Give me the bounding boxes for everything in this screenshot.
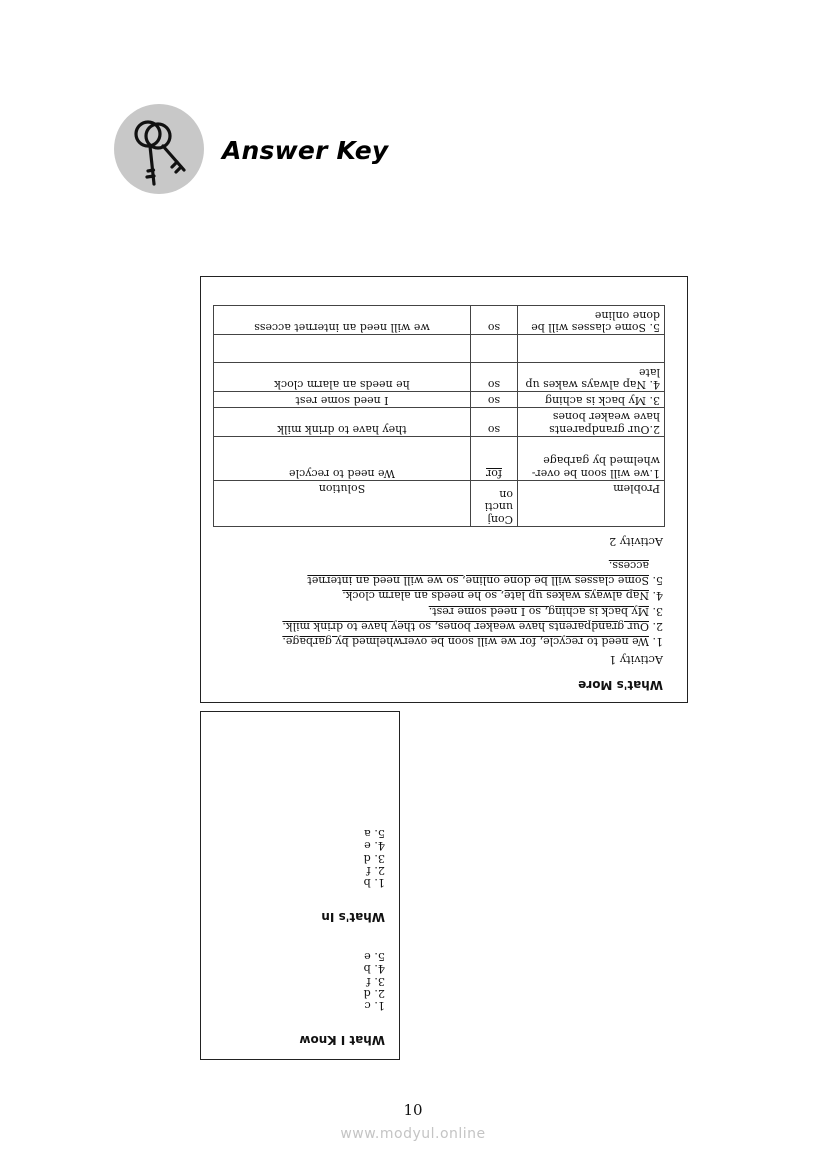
what-i-know-heading: What I Know [299,1033,385,1047]
table-row [214,306,665,335]
activity2-label: Activity 2 [609,534,663,548]
list-item-continuation: access. [608,558,649,572]
list-item: 2. f [366,863,385,877]
cell-conjunction: so [471,306,518,335]
cell-solution: We need to recycle [214,436,471,480]
activity1-list [223,558,663,649]
list-item: 2. d [363,986,385,1000]
list-item: 4. e [364,839,385,853]
cell-solution [214,335,471,363]
cell-problem: 5. Some classes will be done online [518,306,665,335]
list-item: 5. e [364,950,385,964]
cell-problem: 3. My back is aching [518,392,665,408]
list-item: 1. c [364,999,385,1012]
list-item: 3. My back is aching, so I need some rest. [428,604,663,618]
whats-in-heading: What's In [321,909,385,924]
header-conjunction: Conj uncti on [471,480,518,526]
list-item: 4. Nap always wakes up late, so he needs an alarm clock. [342,589,663,603]
activity2-table [213,305,665,527]
answer-key-logo [114,104,204,194]
cell-solution: they have to drink milk [214,407,471,436]
page-number: 10 [403,1101,423,1119]
whats-in-answers [215,827,385,888]
table-row-empty [214,335,665,363]
cell-problem: 1.we will soon be over-whelmed by garbage [518,436,665,480]
what-i-know-box [200,711,400,1060]
whats-more-heading: What's More [578,678,663,692]
cell-problem: 2.Our grandparents have weaker bones [518,407,665,436]
header-problem: Problem [518,480,665,526]
cell-solution: he needs an alarm clock [214,363,471,392]
list-item: 1. b [363,875,385,889]
list-item: 1. We need to recycle, for we will soon be overwhelmed by garbage. [282,635,663,648]
list-item: 3. d [363,851,385,865]
page-title: Answer Key [222,136,389,165]
cell-problem: 4. Nap always wakes up late [518,363,665,392]
header-solution: Solution [214,480,471,526]
table-row [214,407,665,436]
table-row [214,392,665,408]
activity1-label: Activity 1 [609,653,663,666]
cell-problem [518,335,665,363]
table-row [214,436,665,480]
cell-conjunction: for [486,466,502,480]
list-item: 4. b [363,962,385,976]
whats-more-box [200,276,688,703]
table-header-row [214,480,665,526]
list-item: 3. f [366,974,385,988]
list-item: 2. Our grandparents have weaker bones, so they have to drink milk. [282,619,663,633]
what-i-know-answers [215,950,385,1011]
keys-icon [114,104,204,194]
list-item: 5. Some classes will be done online, so we will need an internet [307,574,663,588]
cell-solution: we will need an internet access [214,306,471,335]
cell-conjunction: so [471,392,518,408]
cell-solution: I need some rest [214,392,471,408]
cell-conjunction: so [471,407,518,436]
cell-conjunction [471,335,518,363]
list-item: 5. a [364,827,385,841]
table-row [214,363,665,392]
cell-conjunction: so [471,363,518,392]
watermark: www.modyul.online [340,1126,486,1142]
